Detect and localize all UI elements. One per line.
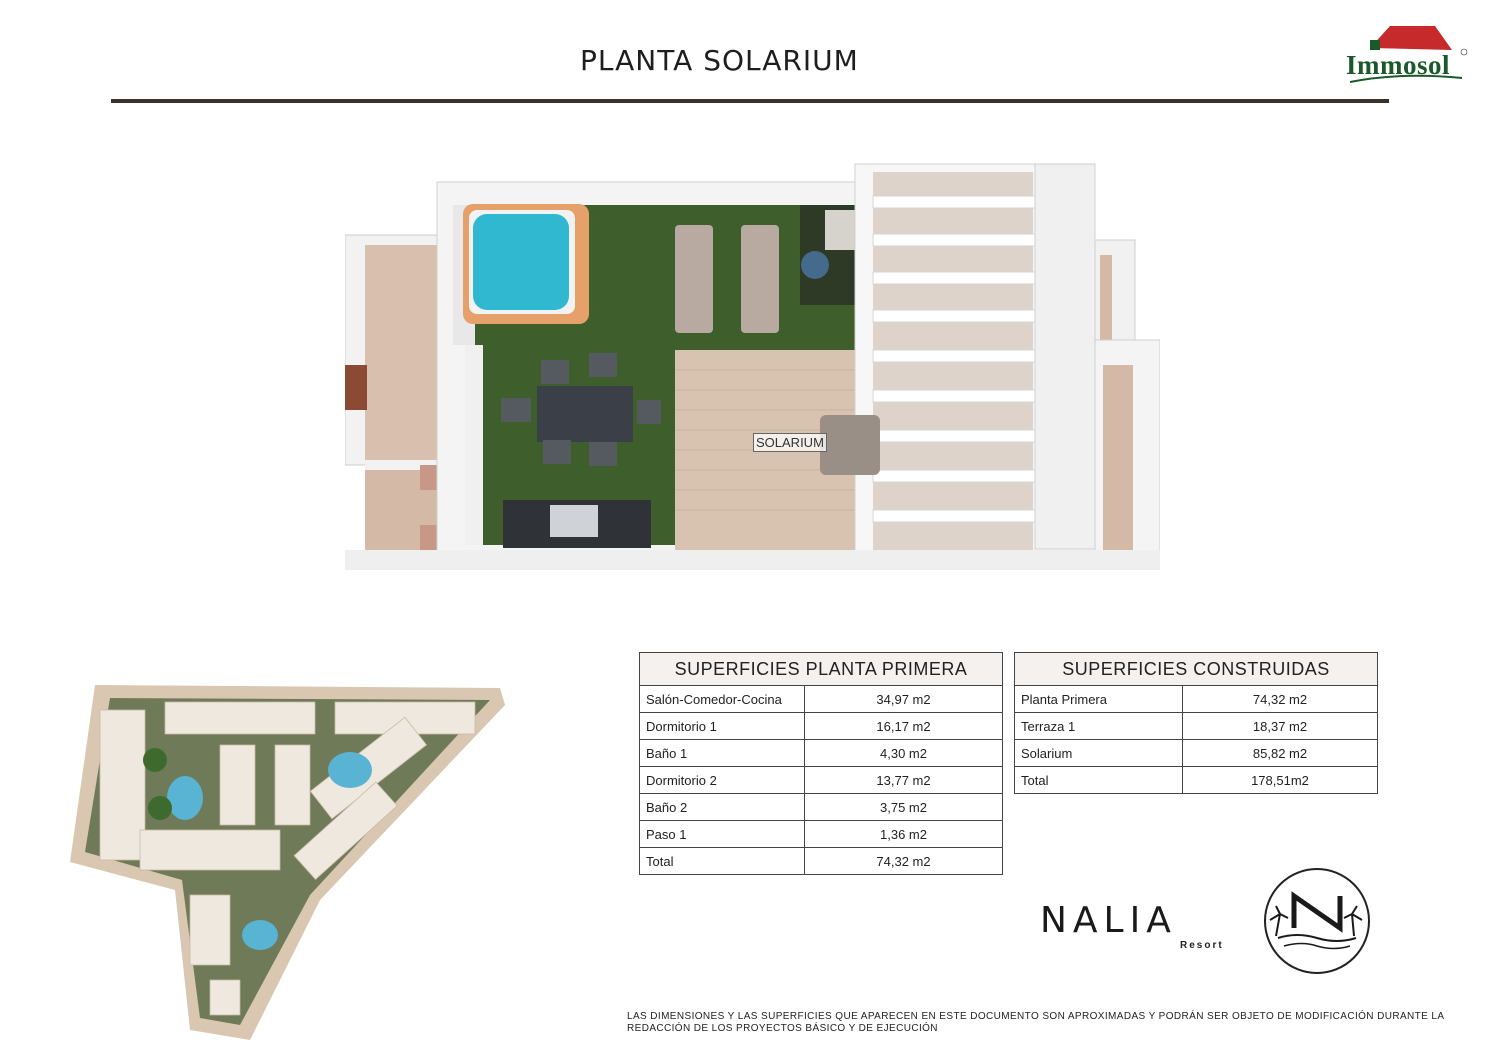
row-label: Dormitorio 2: [640, 767, 805, 794]
table-row-total: [1015, 767, 1378, 794]
resort-site-map: [60, 680, 510, 1040]
row-value: 13,77 m2: [805, 767, 1003, 794]
row-label: Solarium: [1015, 740, 1183, 767]
row-value: 74,32 m2: [1183, 686, 1378, 713]
row-value: 4,30 m2: [805, 740, 1003, 767]
row-value: 178,51m2: [1183, 767, 1378, 794]
header-divider: [111, 99, 1389, 103]
solarium-room-label: SOLARIUM: [753, 433, 827, 452]
solarium-floor-plan: [345, 160, 1160, 570]
row-value: 3,75 m2: [805, 794, 1003, 821]
nalia-emblem-icon: [1262, 866, 1372, 976]
table-row: [640, 767, 1003, 794]
resort-subtitle: Resort: [1180, 940, 1224, 951]
nalia-wordmark: NALIA: [1040, 900, 1177, 941]
row-label: Baño 2: [640, 794, 805, 821]
table-heading: SUPERFICIES PLANTA PRIMERA: [640, 653, 1003, 686]
row-value: 85,82 m2: [1183, 740, 1378, 767]
row-label: Salón-Comedor-Cocina: [640, 686, 805, 713]
row-label: Total: [640, 848, 805, 875]
table-row: [640, 713, 1003, 740]
row-label: Planta Primera: [1015, 686, 1183, 713]
row-value: 74,32 m2: [805, 848, 1003, 875]
row-value: 34,97 m2: [805, 686, 1003, 713]
page-title: PLANTA SOLARIUM: [580, 44, 859, 77]
row-label: Paso 1: [640, 821, 805, 848]
row-value: 18,37 m2: [1183, 713, 1378, 740]
row-label: Baño 1: [640, 740, 805, 767]
table-row-total: [640, 848, 1003, 875]
table-row: [640, 686, 1003, 713]
table-row: [1015, 713, 1378, 740]
row-label: Dormitorio 1: [640, 713, 805, 740]
table-row: [1015, 686, 1378, 713]
table-row: [1015, 740, 1378, 767]
row-value: 16,17 m2: [805, 713, 1003, 740]
row-value: 1,36 m2: [805, 821, 1003, 848]
row-label: Terraza 1: [1015, 713, 1183, 740]
superficies-construidas-table: [1014, 652, 1378, 794]
row-label: Total: [1015, 767, 1183, 794]
table-row: [640, 821, 1003, 848]
table-heading: SUPERFICIES CONSTRUIDAS: [1015, 653, 1378, 686]
superficies-planta-primera-table: [639, 652, 1003, 875]
brand-name: Immosol: [1346, 50, 1450, 80]
table-row: [640, 740, 1003, 767]
table-row: [640, 794, 1003, 821]
disclaimer-text: LAS DIMENSIONES Y LAS SUPERFICIES QUE APARECEN EN ESTE DOCUMENTO SON APROXIMADAS Y PODRÁN SER OBJETO DE MODIFICACIÓN DURANTE LA REDACCIÓN DE LOS PROYECTOS BÁSICO Y DE EJECUCIÓN: [627, 1011, 1444, 1034]
